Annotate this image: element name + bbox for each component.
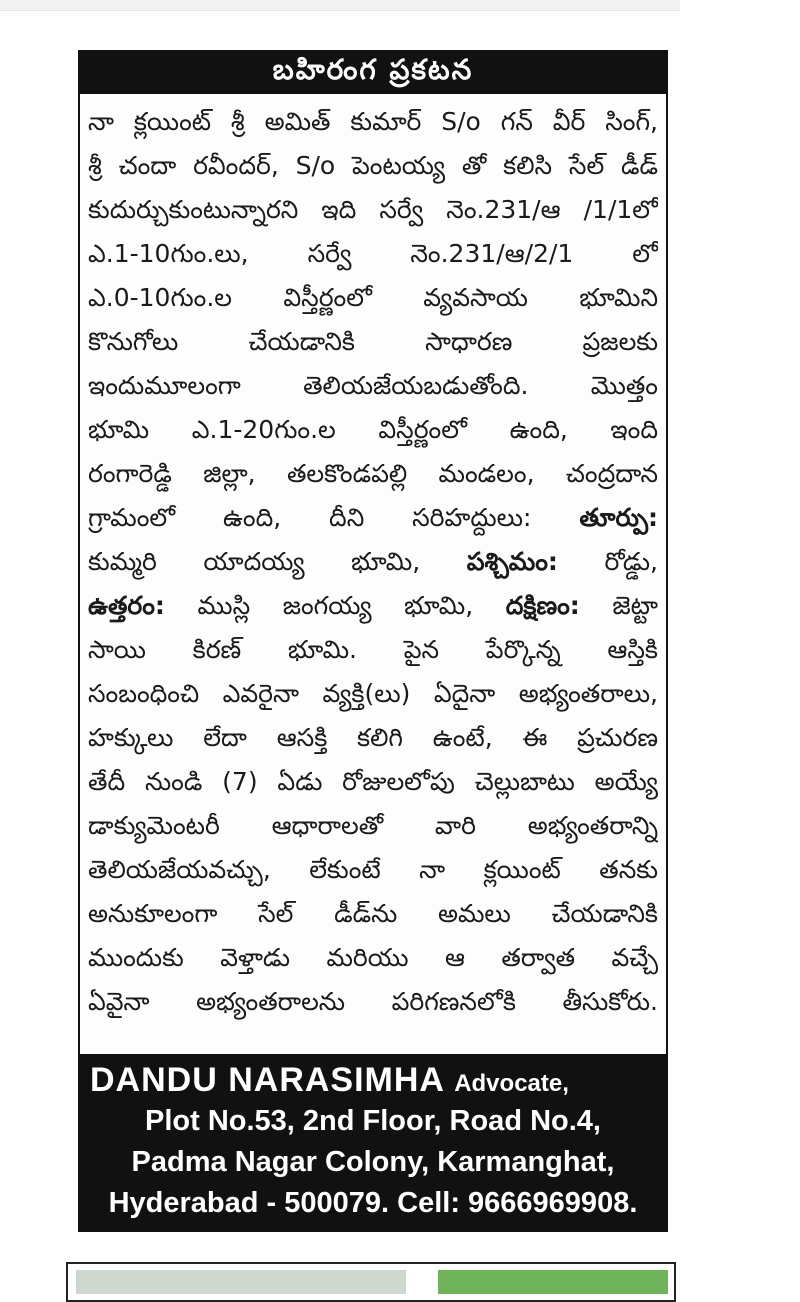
notice-line: ఎ.1-10గుం.లు, సర్వే నెం.231/ఆ/2/1 లో bbox=[88, 239, 658, 268]
notice-line: కుదుర్చుకుంటున్నారని ఇది సర్వే నెం.231/ఆ /1/1లో bbox=[88, 195, 658, 224]
public-notice bbox=[78, 50, 668, 1232]
notice-heading: బహిరంగ ప్రకటన bbox=[80, 52, 666, 94]
notice-line: తెలియజేయవచ్చు, లేకుంటే నా క్లయింట్ తనకు bbox=[88, 855, 658, 884]
north-label: ఉత్తరం: bbox=[88, 591, 165, 620]
notice-line: భూమి ఎ.1-20గుం.ల విస్తీర్ణంలో ఉంది, ఇంది bbox=[88, 415, 658, 444]
notice-line-west bbox=[88, 540, 658, 584]
notice-line: శ్రీ చందా రవీందర్, S/o పెంటయ్య తో కలిసి సేల్ డీడ్ bbox=[88, 151, 658, 180]
notice-line-north-south bbox=[88, 584, 658, 628]
west-text: రోడ్డు, bbox=[604, 547, 658, 576]
notice-line: నా క్లయింట్ శ్రీ అమిత్ కుమార్ S/o గన్ వీర్ సింగ్, bbox=[88, 107, 658, 136]
south-label: దక్షిణం: bbox=[505, 591, 580, 620]
notice-line: సాయి కిరణ్ భూమి. పైన పేర్కొన్న ఆస్తికి bbox=[88, 635, 658, 664]
next-clipping-image bbox=[76, 1270, 406, 1294]
notice-line: ఏవైనా అభ్యంతరాలను పరిగణనలోకి తీసుకోరు. bbox=[88, 987, 658, 1016]
notice-line: ఎ.0-10గుం.ల విస్తీర్ణంలో వ్యవసాయ భూమిని bbox=[88, 283, 658, 312]
address-line-1: Plot No.53, 2nd Floor, Road No.4, bbox=[145, 1105, 601, 1137]
east-text: కుమ్మరి యాదయ్య భూమి, bbox=[88, 547, 421, 576]
notice-line: ముందుకు వెళ్తాడు మరియు ఆ తర్వాత వచ్చే bbox=[88, 943, 658, 972]
advocate-signature-block bbox=[80, 1054, 666, 1230]
notice-line: కొనుగోలు చేయడానికి సాధారణ ప్రజలకు bbox=[88, 327, 658, 356]
notice-line: సంబంధించి ఎవరైనా వ్యక్తి(లు) ఏదైనా అభ్యంతరాలు, bbox=[88, 679, 658, 708]
notice-line-boundaries bbox=[88, 496, 658, 540]
address-line-2: Padma Nagar Colony, Karmanghat, bbox=[131, 1146, 615, 1178]
advocate-name-line bbox=[90, 1060, 656, 1101]
advocate-name: DANDU NARASIMHA bbox=[90, 1061, 444, 1099]
notice-body bbox=[80, 94, 666, 1104]
notice-line: అనుకూలంగా సేల్ డీడ్‌ను అమలు చేయడానికి bbox=[88, 899, 658, 928]
notice-line: డాక్యుమెంటరీ ఆధారాలతో వారి అభ్యంతరాన్ని bbox=[88, 811, 658, 840]
south-text: జెట్టా bbox=[612, 591, 658, 620]
boundaries-text: గ్రామంలో ఉంది, దీని సరిహద్దులు: bbox=[88, 503, 532, 532]
notice-line: తేదీ నుండి (7) ఏడు రోజులలోపు చెల్లుబాటు అయ్యే bbox=[88, 767, 658, 796]
north-text: ముస్లి జంగయ్య భూమి, bbox=[197, 591, 474, 620]
advocate-title: Advocate, bbox=[454, 1070, 569, 1097]
next-clipping-edge bbox=[66, 1262, 676, 1302]
east-label: తూర్పు: bbox=[579, 503, 658, 532]
notice-line: హక్కులు లేదా ఆసక్తి కలిగి ఉంటే, ఈ ప్రచురణ bbox=[88, 723, 658, 752]
next-clipping-banner bbox=[438, 1270, 668, 1294]
page-top-rule bbox=[0, 0, 680, 11]
notice-line: రంగారెడ్డి జిల్లా, తలకొండపల్లి మండలం, చంద్రదాన bbox=[88, 459, 658, 488]
address-line-3: Hyderabad - 500079. Cell: 9666969908. bbox=[108, 1187, 638, 1219]
west-label: పశ్చిమం: bbox=[466, 547, 558, 576]
notice-line: ఇందుమూలంగా తెలియజేయబడుతోంది. మొత్తం bbox=[88, 371, 658, 400]
